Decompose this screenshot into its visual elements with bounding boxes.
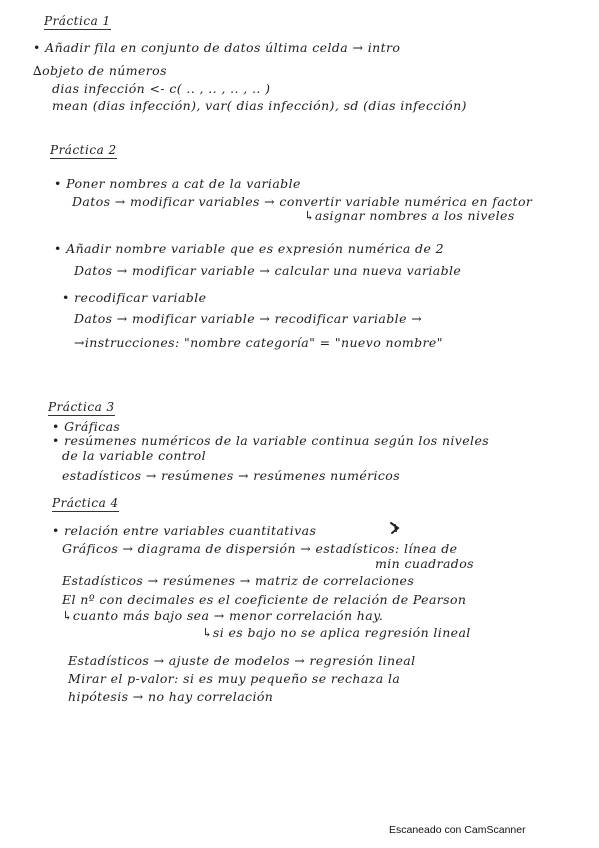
note-line: • relación entre variables cuantitativas: [52, 523, 317, 538]
note-line: • Añadir nombre variable que es expresión numérica de 2: [54, 241, 444, 256]
note-line: ∆objeto de números: [33, 63, 167, 78]
note-line: • Añadir fila en conjunto de datos última celda → intro: [33, 40, 401, 55]
section-title-practica-3: Práctica 3: [48, 400, 115, 414]
note-line: • Poner nombres a cat de la variable: [54, 176, 301, 191]
note-line: • recodificar variable: [62, 290, 207, 305]
note-line: ↳si es bajo no se aplica regresión lineal: [202, 625, 471, 640]
section-title-practica-4: Práctica 4: [52, 496, 119, 510]
note-line: estadísticos → resúmenes → resúmenes numéricos: [62, 468, 401, 483]
note-line: →instrucciones: "nombre categoría" = "nuevo nombre": [74, 335, 443, 350]
note-line: Estadísticos → ajuste de modelos → regresión lineal: [68, 653, 416, 668]
note-line: Mirar el p-valor: si es muy pequeño se rechaza la: [68, 671, 401, 686]
note-line: hipótesis → no hay correlación: [68, 689, 274, 704]
note-line: El nº con decimales es el coeficiente de relación de Pearson: [62, 592, 467, 607]
note-line: Datos → modificar variables → convertir variable numérica en factor: [72, 194, 533, 209]
section-title-practica-1: Práctica 1: [44, 14, 111, 28]
note-line: Estadísticos → resúmenes → matriz de correlaciones: [62, 573, 415, 588]
note-line: Datos → modificar variable → recodificar variable →: [74, 311, 423, 326]
ink-mark-icon: [389, 521, 401, 535]
scanner-watermark: Escaneado con CamScanner: [389, 824, 526, 836]
note-line: mean (dias infección), var( dias infección), sd (dias infección): [52, 98, 467, 113]
note-line: ↳cuanto más bajo sea → menor correlación hay.: [62, 608, 384, 623]
note-line: min cuadrados: [375, 556, 474, 571]
note-line: dias infección <- c( .. , .. , .. , .. ): [52, 81, 271, 96]
note-line: • resúmenes numéricos de la variable continua según los niveles: [52, 433, 490, 448]
note-line: Gráficos → diagrama de dispersión → estadísticos: línea de: [62, 541, 458, 556]
note-line: de la variable control: [62, 448, 207, 463]
note-line: Datos → modificar variable → calcular una nueva variable: [74, 263, 462, 278]
section-title-practica-2: Práctica 2: [50, 143, 117, 157]
note-line: • Gráficas: [52, 419, 121, 434]
note-line: ↳asignar nombres a los niveles: [304, 208, 515, 223]
